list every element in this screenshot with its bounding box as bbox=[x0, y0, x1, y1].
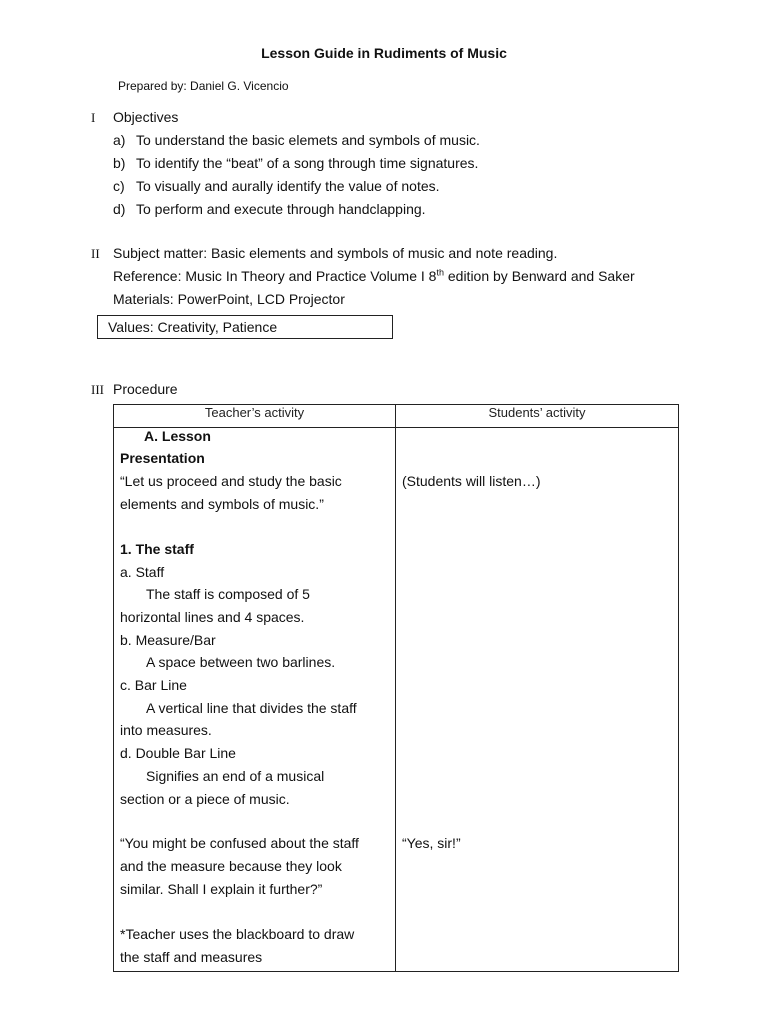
procedure-heading: Procedure bbox=[113, 381, 178, 397]
objectives-heading: Objectives bbox=[113, 109, 179, 125]
teacher-line: and the measure because they look bbox=[120, 858, 342, 874]
objective-text: To understand the basic elemets and symbols of music. bbox=[136, 132, 480, 148]
procedure-table bbox=[113, 404, 679, 972]
column-header-students: Students’ activity bbox=[488, 405, 586, 420]
reference-text: Reference: Music In Theory and Practice Volume I 8 bbox=[113, 268, 437, 284]
column-divider bbox=[395, 405, 396, 971]
student-line: “Yes, sir!” bbox=[402, 835, 461, 851]
teacher-line: a. Staff bbox=[120, 564, 165, 580]
teacher-line: horizontal lines and 4 spaces. bbox=[120, 609, 305, 625]
materials: Materials: PowerPoint, LCD Projector bbox=[113, 291, 345, 307]
objective-text: To identify the “beat” of a song through time signatures. bbox=[136, 155, 479, 171]
teacher-line: section or a piece of music. bbox=[120, 791, 290, 807]
section-numeral-subject: II bbox=[91, 246, 100, 261]
objective-text: To perform and execute through handclapping. bbox=[136, 201, 426, 217]
reference-text-rest: edition by Benward and Saker bbox=[443, 268, 635, 284]
teacher-line: “Let us proceed and study the basic bbox=[120, 473, 342, 489]
reference bbox=[113, 268, 635, 284]
prepared-by: Prepared by: Daniel G. Vicencio bbox=[118, 79, 289, 93]
objective-label: c) bbox=[113, 178, 125, 194]
lesson-heading: A. Lesson bbox=[144, 428, 211, 444]
teacher-line: A space between two barlines. bbox=[146, 654, 336, 670]
teacher-line: Signifies an end of a musical bbox=[146, 768, 325, 784]
section-numeral-procedure: III bbox=[91, 382, 104, 397]
objective-label: b) bbox=[113, 155, 126, 171]
teacher-line: the staff and measures bbox=[120, 949, 263, 965]
teacher-line: similar. Shall I explain it further?” bbox=[120, 881, 323, 897]
teacher-line: b. Measure/Bar bbox=[120, 632, 216, 648]
teacher-line: “You might be confused about the staff bbox=[120, 835, 359, 851]
objective-label: d) bbox=[113, 201, 126, 217]
reference-edition-suffix: th bbox=[436, 267, 444, 278]
objective-text: To visually and aurally identify the value of notes. bbox=[136, 178, 440, 194]
teacher-line: A vertical line that divides the staff bbox=[146, 700, 357, 716]
document-title: Lesson Guide in Rudiments of Music bbox=[261, 45, 507, 61]
teacher-line: into measures. bbox=[120, 722, 212, 738]
teacher-line: elements and symbols of music.” bbox=[120, 496, 324, 512]
objective-label: a) bbox=[113, 132, 126, 148]
section-numeral-objectives: I bbox=[91, 110, 96, 125]
teacher-line: The staff is composed of 5 bbox=[146, 586, 310, 602]
values-box: Values: Creativity, Patience bbox=[97, 315, 393, 339]
teacher-line: d. Double Bar Line bbox=[120, 745, 236, 761]
presentation-heading: Presentation bbox=[120, 450, 205, 466]
staff-heading: 1. The staff bbox=[120, 541, 194, 557]
teacher-line: *Teacher uses the blackboard to draw bbox=[120, 926, 355, 942]
column-header-teacher: Teacher’s activity bbox=[204, 405, 305, 420]
subject-matter: Subject matter: Basic elements and symbols of music and note reading. bbox=[113, 245, 558, 261]
student-line: (Students will listen…) bbox=[402, 473, 541, 489]
teacher-line: c. Bar Line bbox=[120, 677, 187, 693]
